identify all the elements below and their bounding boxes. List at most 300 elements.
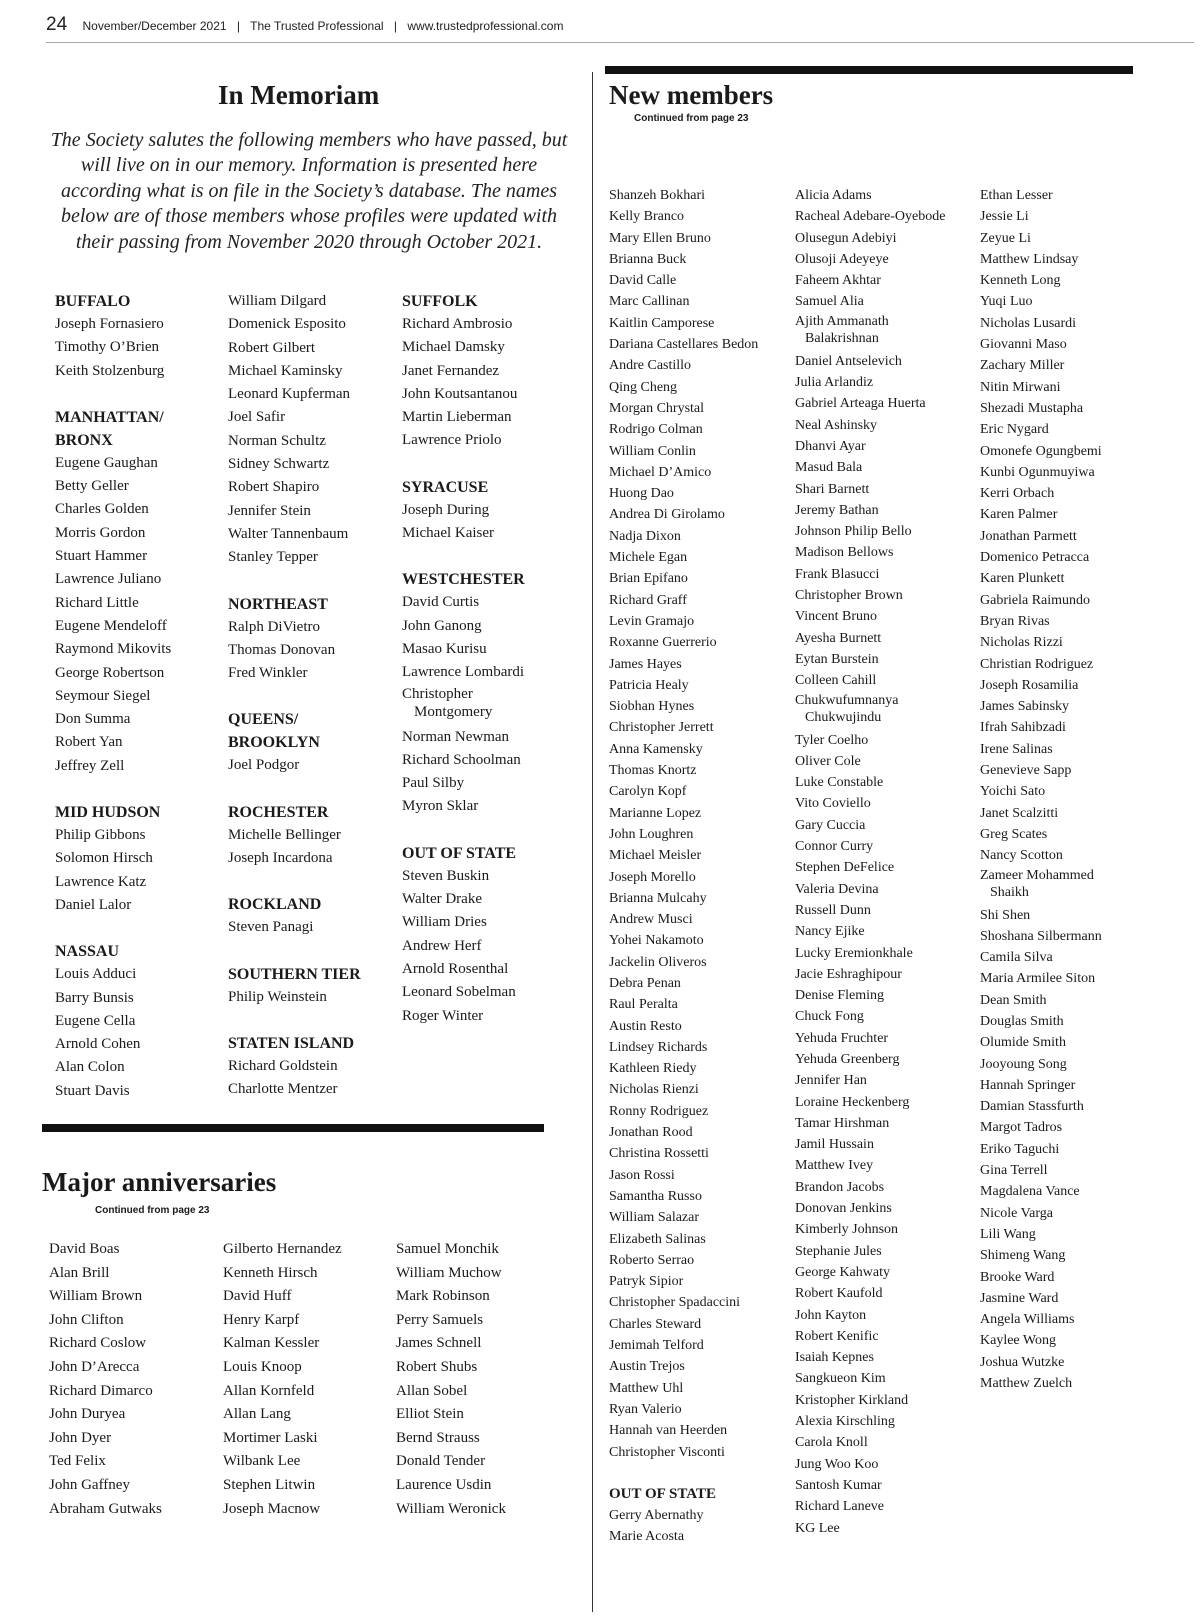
member-name: Nancy Scotton <box>980 848 1063 864</box>
member-name: Douglas Smith <box>980 1013 1064 1029</box>
member-name: Faheem Akhtar <box>795 273 881 289</box>
member-name: Sangkueon Kim <box>795 1371 886 1387</box>
member-name: Jessie Li <box>980 209 1029 225</box>
member-name: Andrew Musci <box>609 912 693 928</box>
member-name: Christian Rodriguez <box>980 656 1094 672</box>
member-name: Morgan Chrystal <box>609 400 705 416</box>
member-name: Camila Silva <box>980 950 1053 966</box>
member-name: Jackelin Oliveros <box>609 954 707 970</box>
member-name: Keith Stolzenburg <box>55 362 165 379</box>
member-name: Steven Panagi <box>228 919 314 936</box>
member-name: William Salazar <box>609 1210 700 1226</box>
region-heading: ROCHESTER <box>228 803 329 821</box>
member-name: Ethan Lesser <box>980 188 1053 203</box>
member-name: Christina Rossetti <box>609 1146 709 1162</box>
anniversary-name: Stephen Litwin <box>223 1476 316 1493</box>
publication-url[interactable]: www.trustedprofessional.com <box>407 19 564 33</box>
member-name: Ryan Valerio <box>609 1401 682 1417</box>
member-name: Kathleen Riedy <box>609 1061 697 1077</box>
anniversary-name: Allan Kornfeld <box>223 1382 315 1399</box>
member-name: Lawrence Lombardi <box>402 664 525 681</box>
region-heading: MANHATTAN/ <box>55 408 164 426</box>
region-group <box>55 290 171 383</box>
member-name: Michael Damsky <box>402 339 505 356</box>
member-name: William Conlin <box>609 443 696 459</box>
member-name: Yoichi Sato <box>980 784 1046 800</box>
member-name: Marie Acosta <box>609 1529 685 1545</box>
member-name: Robert Yan <box>55 734 123 751</box>
anniversary-name: Gilberto Hernandez <box>223 1241 342 1257</box>
member-name: Sidney Schwartz <box>228 456 330 473</box>
region-group <box>228 290 361 570</box>
page-number: 24 <box>46 14 68 35</box>
member-name: Kaitlin Camporese <box>609 315 715 331</box>
member-name: Johnson Philip Bello <box>795 524 912 540</box>
anniversary-name: Louis Knoop <box>223 1358 302 1375</box>
member-name: Magdalena Vance <box>980 1184 1080 1200</box>
member-name: Stephen DeFelice <box>795 860 895 876</box>
member-name: Shoshana Silbermann <box>980 928 1102 944</box>
region-group <box>228 593 361 686</box>
region-group <box>55 940 171 1103</box>
member-name: Matthew Ivey <box>795 1158 874 1174</box>
member-name: Jacie Eshraghipour <box>795 966 902 982</box>
member-name: Ralph DiVietro <box>228 618 320 635</box>
anniversary-name: Richard Dimarco <box>49 1382 153 1399</box>
member-name: Thomas Knortz <box>609 763 697 779</box>
region-group <box>228 963 361 1009</box>
page-header <box>46 14 563 36</box>
member-name: Richard Schoolman <box>402 751 521 768</box>
member-name: William Dilgard <box>228 293 327 309</box>
member-name: Joseph Incardona <box>228 850 333 867</box>
member-name: Christopher Jerrett <box>609 720 714 736</box>
member-name: Colleen Cahill <box>795 673 877 689</box>
member-name: Eugene Gaughan <box>55 454 158 471</box>
member-name: Janet Scalzitti <box>980 805 1059 821</box>
member-name: Frank Blasucci <box>795 566 880 582</box>
member-name: Michele Egan <box>609 550 688 566</box>
member-name: Santosh Kumar <box>795 1477 882 1493</box>
member-name: Anna Kamensky <box>609 741 703 757</box>
member-name: Patryk Sipior <box>609 1274 684 1290</box>
region-heading: STATEN ISLAND <box>228 1034 355 1052</box>
member-name: Eugene Mendeloff <box>55 617 167 634</box>
member-name: Richard Ambrosio <box>402 316 513 332</box>
member-name: Don Summa <box>55 711 131 728</box>
member-name: Rodrigo Colman <box>609 422 703 438</box>
member-name: Shari Barnett <box>795 481 870 497</box>
member-name: Vito Coviello <box>795 796 871 812</box>
member-name: Masud Bala <box>795 460 863 476</box>
member-name: Masao Kurisu <box>402 640 487 657</box>
member-name: John Kayton <box>795 1307 867 1323</box>
member-name: Michael Meisler <box>609 848 702 864</box>
member-name: Walter Tannenbaum <box>228 525 349 542</box>
member-name: Kerri Orbach <box>980 486 1055 502</box>
member-name: Nicholas Rienzi <box>609 1082 699 1098</box>
member-name: Hannah Springer <box>980 1077 1076 1093</box>
region-heading: NASSAU <box>55 943 120 961</box>
anniversary-name: David Boas <box>49 1241 120 1257</box>
member-name: Neal Ashinsky <box>795 417 878 433</box>
member-name: Yohei Nakamoto <box>609 933 704 949</box>
member-name: Lucky Eremionkhale <box>795 945 913 961</box>
member-name: Jennifer Han <box>795 1073 867 1089</box>
member-name: Jemimah Telford <box>609 1338 704 1354</box>
member-name: Jonathan Parmett <box>980 528 1077 544</box>
member-name: Carolyn Kopf <box>609 784 687 800</box>
member-name: Roxanne Guerrerio <box>609 635 717 651</box>
member-name: Damian Stassfurth <box>980 1099 1084 1115</box>
member-name: Omonefe Ogungbemi <box>980 443 1102 459</box>
member-name: Kelly Branco <box>609 209 685 225</box>
member-name: Philip Weinstein <box>228 988 327 1005</box>
member-name: Zachary Miller <box>980 358 1065 374</box>
member-name: KG Lee <box>795 1520 840 1536</box>
member-name: Michael Kaminsky <box>228 362 343 379</box>
member-name: Matthew Lindsay <box>980 251 1079 267</box>
member-name: Lawrence Priolo <box>402 432 502 449</box>
member-name: Mary Ellen Bruno <box>609 230 711 246</box>
member-name: Jennifer Stein <box>228 502 311 519</box>
member-name: Charles Steward <box>609 1316 702 1332</box>
region-group <box>228 708 361 777</box>
member-name: Myron Sklar <box>402 798 479 815</box>
anniversary-name: Ted Felix <box>49 1453 106 1470</box>
region-heading: BROOKLYN <box>228 734 320 752</box>
region-group <box>402 568 525 818</box>
member-name: Denise Fleming <box>795 988 885 1004</box>
member-name: Daniel Lalor <box>55 896 132 913</box>
anniversary-name: Henry Karpf <box>223 1311 300 1328</box>
member-name: Olusegun Adebiyi <box>795 230 897 246</box>
header-rule <box>46 42 1194 43</box>
member-name: Stephanie Jules <box>795 1243 882 1259</box>
anniversary-name: John Gaffney <box>49 1476 130 1493</box>
member-name: Kunbi Ogunmuyiwa <box>980 464 1095 480</box>
member-name: Andrea Di Girolamo <box>609 507 725 523</box>
member-name: Racheal Adebare-Oyebode <box>795 209 946 225</box>
anniversary-name: Donald Tender <box>396 1453 486 1470</box>
member-name: Norman Schultz <box>228 432 326 449</box>
member-name: Andre Castillo <box>609 358 692 374</box>
member-name: Chuck Fong <box>795 1009 864 1025</box>
member-name: Nicholas Rizzi <box>980 635 1063 651</box>
member-name: Martin Lieberman <box>402 409 512 426</box>
member-name: Christopher Visconti <box>609 1444 725 1460</box>
member-name: David Calle <box>609 273 677 289</box>
section-divider-bar <box>605 66 1133 74</box>
member-name: Joel Podgor <box>228 757 300 774</box>
member-name: Hannah van Heerden <box>609 1423 728 1439</box>
member-name: Stuart Hammer <box>55 548 148 565</box>
member-name: Joel Safir <box>228 409 286 426</box>
anniversary-name: John Clifton <box>49 1311 124 1328</box>
member-name: Arnold Rosenthal <box>402 960 509 977</box>
member-name: Luke Constable <box>795 775 884 791</box>
member-name: Seymour Siegel <box>55 687 151 704</box>
member-name: Nitin Mirwani <box>980 379 1061 395</box>
region-heading: NORTHEAST <box>228 595 328 613</box>
region-heading: WESTCHESTER <box>402 571 525 589</box>
member-name: Paul Silby <box>402 775 465 792</box>
anniversaries-title: Major anniversaries <box>42 1167 277 1197</box>
member-name: Fred Winkler <box>228 665 308 682</box>
member-name: Roger Winter <box>402 1007 484 1024</box>
member-name: James Sabinsky <box>980 699 1070 715</box>
member-name: Levin Gramajo <box>609 613 695 629</box>
member-name: Christopher Montgomery <box>402 685 493 720</box>
anniversary-name: Robert Shubs <box>396 1358 478 1375</box>
anniversary-name: Samuel Monchik <box>396 1241 499 1257</box>
anniversary-name: Joseph Macnow <box>223 1500 321 1517</box>
member-name: Alicia Adams <box>795 188 872 203</box>
member-name: Olumide Smith <box>980 1035 1066 1051</box>
member-name: Lawrence Katz <box>55 873 147 890</box>
member-name: Richard Little <box>55 594 139 611</box>
member-name: Chukwufumnanya Chukwujindu <box>795 692 899 725</box>
region-heading: SOUTHERN TIER <box>228 965 361 983</box>
issue-date: November/December 2021 <box>82 19 227 33</box>
anniversary-name: William Muchow <box>396 1264 502 1281</box>
member-name: Yehuda Greenberg <box>795 1051 900 1067</box>
member-name: Carola Knoll <box>795 1435 868 1451</box>
member-name: Betty Geller <box>55 478 129 495</box>
member-name: Nicole Varga <box>980 1205 1053 1221</box>
member-name: Nadja Dixon <box>609 528 681 544</box>
member-name: Steven Buskin <box>402 867 490 884</box>
region-heading: BRONX <box>55 431 113 449</box>
member-name: Raul Peralta <box>609 997 678 1013</box>
member-name: James Hayes <box>609 656 682 672</box>
member-name: Solomon Hirsch <box>55 850 153 867</box>
member-name: Robert Kenific <box>795 1328 879 1344</box>
anniversary-name: Allan Lang <box>223 1406 291 1423</box>
member-name: Jeremy Bathan <box>795 502 879 518</box>
memoriam-column-2 <box>228 290 361 1125</box>
member-name: Leonard Kupferman <box>228 386 351 403</box>
region-heading: OUT OF STATE <box>609 1485 716 1502</box>
member-name: Timothy O’Brien <box>55 339 160 356</box>
anniversary-name: John Dyer <box>49 1429 112 1446</box>
region-group <box>402 290 525 453</box>
member-name: Zameer Mohammed Shaikh <box>980 867 1094 900</box>
region-group <box>402 842 525 1028</box>
member-name: Brian Epifano <box>609 571 688 587</box>
member-name: Louis Adduci <box>55 966 137 983</box>
anniversary-name: James Schnell <box>396 1335 482 1352</box>
anniversary-name: Kenneth Hirsch <box>223 1264 318 1281</box>
member-name: Jasmine Ward <box>980 1290 1059 1306</box>
member-name: Kristopher Kirkland <box>795 1392 909 1408</box>
member-name: Walter Drake <box>402 891 482 908</box>
anniversary-name: Richard Coslow <box>49 1335 147 1352</box>
member-name: Joseph Fornasiero <box>55 316 164 332</box>
member-name: David Curtis <box>402 594 480 611</box>
member-name: Gary Cuccia <box>795 817 866 833</box>
region-heading: MID HUDSON <box>55 804 161 822</box>
member-name: Jason Rossi <box>609 1167 675 1183</box>
region-heading: ROCKLAND <box>228 896 322 914</box>
member-name: Isaiah Kepnes <box>795 1350 874 1366</box>
member-name: Jung Woo Koo <box>795 1456 879 1472</box>
member-name: Shanzeh Bokhari <box>609 188 706 203</box>
anniversary-name: Allan Sobel <box>396 1382 468 1399</box>
member-name: Janet Fernandez <box>402 362 500 379</box>
member-name: Raymond Mikovits <box>55 641 172 658</box>
region-group <box>228 1032 361 1102</box>
member-name: Maria Armilee Siton <box>980 971 1096 987</box>
member-name: Shi Shen <box>980 907 1031 923</box>
member-name: Austin Resto <box>609 1018 682 1034</box>
member-name: Lili Wang <box>980 1226 1036 1242</box>
member-name: Michael D’Amico <box>609 464 712 480</box>
member-name: Kimberly Johnson <box>795 1222 899 1238</box>
member-name: Eytan Burstein <box>795 651 879 667</box>
memoriam-column-1 <box>55 290 171 1126</box>
member-name: Alan Colon <box>55 1059 125 1076</box>
member-name: Margot Tadros <box>980 1120 1063 1136</box>
member-name: Roberto Serrao <box>609 1252 695 1268</box>
member-name: Jeffrey Zell <box>55 757 125 774</box>
anniversary-name: Bernd Strauss <box>396 1429 480 1446</box>
member-name: Genevieve Sapp <box>980 763 1072 779</box>
member-name: Jooyoung Song <box>980 1056 1067 1072</box>
new-members-column-3 <box>980 185 1102 1394</box>
member-name: Greg Scates <box>980 826 1048 842</box>
member-name: Charlotte Mentzer <box>228 1081 338 1098</box>
region-heading: QUEENS/ <box>228 711 299 729</box>
member-name: Nicholas Lusardi <box>980 315 1077 331</box>
member-name: Gina Terrell <box>980 1163 1048 1179</box>
member-name: Shezadi Mustapha <box>980 400 1084 416</box>
region-heading: SUFFOLK <box>402 293 478 310</box>
anniversary-name: Mortimer Laski <box>223 1429 318 1446</box>
anniversaries-continued: Continued from page 23 <box>95 1205 210 1216</box>
anniversary-name: Elliot Stein <box>396 1406 464 1423</box>
new-members-column-2 <box>795 185 945 1539</box>
member-name: Stuart Davis <box>55 1082 130 1099</box>
member-name: George Kahwaty <box>795 1264 890 1280</box>
member-name: Eric Nygard <box>980 422 1049 438</box>
member-name: Connor Curry <box>795 839 874 855</box>
member-name: Angela Williams <box>980 1312 1075 1328</box>
member-name: Brandon Jacobs <box>795 1179 885 1195</box>
member-name: Huong Dao <box>609 486 674 502</box>
anniversaries-column-1 <box>49 1238 162 1521</box>
member-name: Joseph Rosamilia <box>980 677 1079 693</box>
anniversary-name: Mark Robinson <box>396 1288 490 1305</box>
member-name: Christopher Brown <box>795 588 903 604</box>
member-name: Madison Bellows <box>795 545 894 561</box>
member-name: Arnold Cohen <box>55 1036 141 1053</box>
member-name: Andrew Herf <box>402 937 482 954</box>
member-name: Lawrence Juliano <box>55 571 162 588</box>
memoriam-column-3 <box>402 290 525 1051</box>
member-name: Robert Shapiro <box>228 479 320 496</box>
member-name: Richard Goldstein <box>228 1057 338 1074</box>
member-name: Richard Laneve <box>795 1499 885 1515</box>
member-name: Michael Kaiser <box>402 525 495 542</box>
member-name: Donovan Jenkins <box>795 1201 892 1217</box>
section-divider-bar <box>42 1124 544 1132</box>
anniversary-name: John D’Arecca <box>49 1358 140 1375</box>
region-group <box>55 406 171 778</box>
member-name: Samuel Alia <box>795 294 864 310</box>
region-heading: SYRACUSE <box>402 478 489 496</box>
member-name: Barry Bunsis <box>55 989 134 1006</box>
member-name: Ayesha Burnett <box>795 630 882 646</box>
member-name: Gabriel Arteaga Huerta <box>795 396 926 412</box>
member-name: Matthew Zuelch <box>980 1376 1073 1392</box>
anniversary-name: Kalman Kessler <box>223 1335 320 1352</box>
member-name: Dhanvi Ayar <box>795 438 866 454</box>
member-name: Thomas Donovan <box>228 641 336 658</box>
member-name: Karen Plunkett <box>980 571 1065 587</box>
member-name: Loraine Heckenberg <box>795 1094 910 1110</box>
member-name: Oliver Cole <box>795 753 861 769</box>
region-heading: OUT OF STATE <box>402 844 517 862</box>
member-name: Debra Penan <box>609 975 681 991</box>
member-name: Alexia Kirschling <box>795 1414 895 1430</box>
member-name: Richard Graff <box>609 592 687 608</box>
member-name: Brooke Ward <box>980 1269 1055 1285</box>
member-name: Siobhan Hynes <box>609 699 695 715</box>
member-name: John Loughren <box>609 826 694 842</box>
member-name: Domenico Petracca <box>980 550 1090 566</box>
member-name: Joshua Wutzke <box>980 1354 1065 1370</box>
member-name: Robert Kaufold <box>795 1286 883 1302</box>
member-name: Bryan Rivas <box>980 613 1050 629</box>
header-separator: | <box>393 19 398 33</box>
region-group <box>402 476 525 546</box>
region-heading: BUFFALO <box>55 293 131 310</box>
member-name: Leonard Sobelman <box>402 984 516 1001</box>
member-name: Lindsey Richards <box>609 1039 708 1055</box>
member-name: John Ganong <box>402 617 482 634</box>
member-name: Joseph During <box>402 501 490 518</box>
member-name: Patricia Healy <box>609 677 689 693</box>
member-name: Eugene Cella <box>55 1012 136 1029</box>
anniversaries-column-3 <box>396 1238 506 1521</box>
member-name: Michelle Bellinger <box>228 826 341 843</box>
member-name: Joseph Morello <box>609 869 696 885</box>
member-name: Charles Golden <box>55 501 149 518</box>
member-name: Morris Gordon <box>55 524 146 541</box>
member-name: Yehuda Fruchter <box>795 1030 889 1046</box>
region-group <box>228 893 361 939</box>
member-name: Ajith Ammanath Balakrishnan <box>795 313 889 346</box>
anniversary-name: Abraham Gutwaks <box>49 1500 162 1517</box>
member-name: Christopher Spadaccini <box>609 1295 741 1311</box>
member-name: Jamil Hussain <box>795 1137 874 1153</box>
member-name: Dean Smith <box>980 992 1047 1008</box>
anniversary-name: David Huff <box>223 1288 292 1305</box>
member-name: Gerry Abernathy <box>609 1507 704 1523</box>
member-name: Elizabeth Salinas <box>609 1231 706 1247</box>
member-name: Marc Callinan <box>609 294 690 310</box>
header-separator: | <box>236 19 241 33</box>
member-name: George Robertson <box>55 664 165 681</box>
member-name: Samantha Russo <box>609 1188 702 1204</box>
member-name: Matthew Uhl <box>609 1380 684 1396</box>
member-name: Austin Trejos <box>609 1359 685 1375</box>
member-name: William Dries <box>402 914 487 931</box>
member-name: Julia Arlandiz <box>795 375 874 391</box>
anniversary-name: Perry Samuels <box>396 1311 484 1328</box>
member-name: John Koutsantanou <box>402 385 518 402</box>
